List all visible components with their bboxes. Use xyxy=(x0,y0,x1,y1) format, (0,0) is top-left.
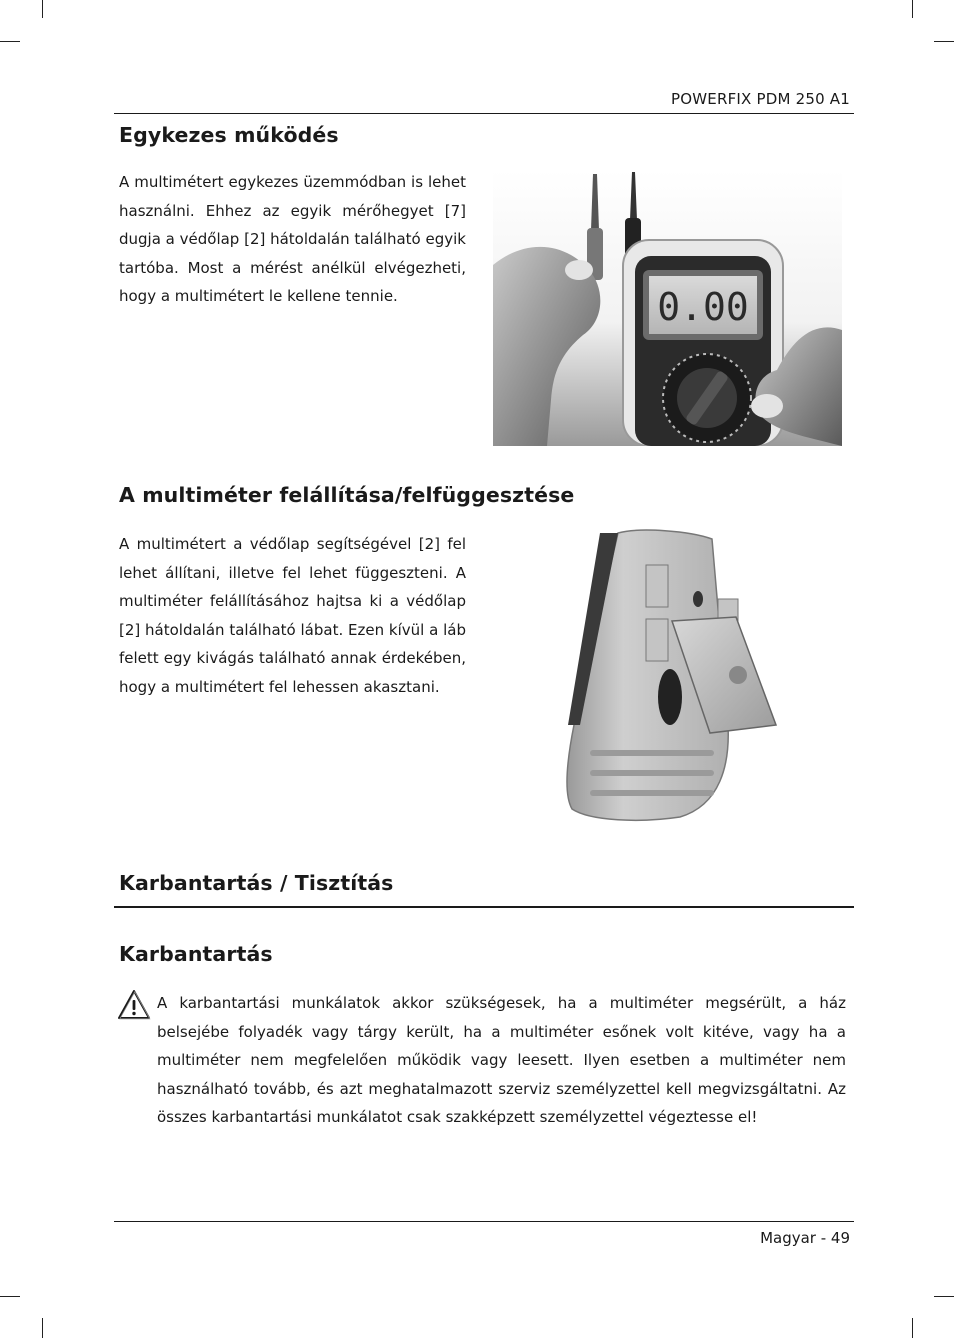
crop-mark xyxy=(912,1318,913,1338)
section-title-stand: A multiméter felállítása/felfüggesztése xyxy=(119,483,575,507)
header-rule xyxy=(114,113,854,114)
running-header: POWERFIX PDM 250 A1 xyxy=(671,90,850,108)
section-title-one-hand: Egykezes működés xyxy=(119,123,339,147)
section-text-maintenance: A karbantartási munkálatok akkor szükségesek, ha a multiméter megsérült, a ház belsejébe folyadék vagy tárgy került, ha a multiméter esőnek volt kitéve, vagy ha a multiméter nem megfelelően működik vagy leesett. Ilyen esetben a multiméter nem használható tovább, és azt meghatalmazott szerviz személyzettel kell megvizsgáltatni. Az összes karbantartási munkálatot csak szakképzett személyzettel végeztesse el! xyxy=(157,994,846,1127)
multimeter-one-hand-photo xyxy=(493,170,842,446)
section-title-maintenance: Karbantartás xyxy=(119,942,273,966)
multimeter-stand-photo xyxy=(560,525,784,825)
crop-mark xyxy=(0,41,20,42)
crop-mark xyxy=(0,1296,20,1297)
lcd-reading: 0.00 xyxy=(657,285,749,329)
footer-rule xyxy=(114,1221,854,1222)
crop-mark xyxy=(42,0,43,18)
crop-mark xyxy=(42,1318,43,1338)
warning-triangle-icon xyxy=(117,988,151,1022)
section-rule xyxy=(114,906,854,908)
crop-mark xyxy=(934,1296,954,1297)
crop-mark xyxy=(934,41,954,42)
page-number: Magyar - 49 xyxy=(760,1229,850,1247)
crop-mark xyxy=(912,0,913,18)
section-text-stand: A multimétert a védőlap segítségével [2] fel lehet állítani, illetve fel lehet függeszteni. A multiméter felállításához hajtsa ki a védőlap [2] hátoldalán található lábat. Ezen kívül a láb felett egy kivágás található annak érdekében, hogy a multimétert fel lehessen akasztani. xyxy=(119,535,466,696)
section-title-maintenance-cleaning: Karbantartás / Tisztítás xyxy=(119,871,394,895)
section-text-one-hand: A multimétert egykezes üzemmódban is lehet használni. Ehhez az egyik mérőhegyet [7] dugja a védőlap [2] hátoldalán található egyik tartóba. Most a mérést anélkül elvégezheti, hogy a multimétert le kellene tennie. xyxy=(119,173,466,306)
